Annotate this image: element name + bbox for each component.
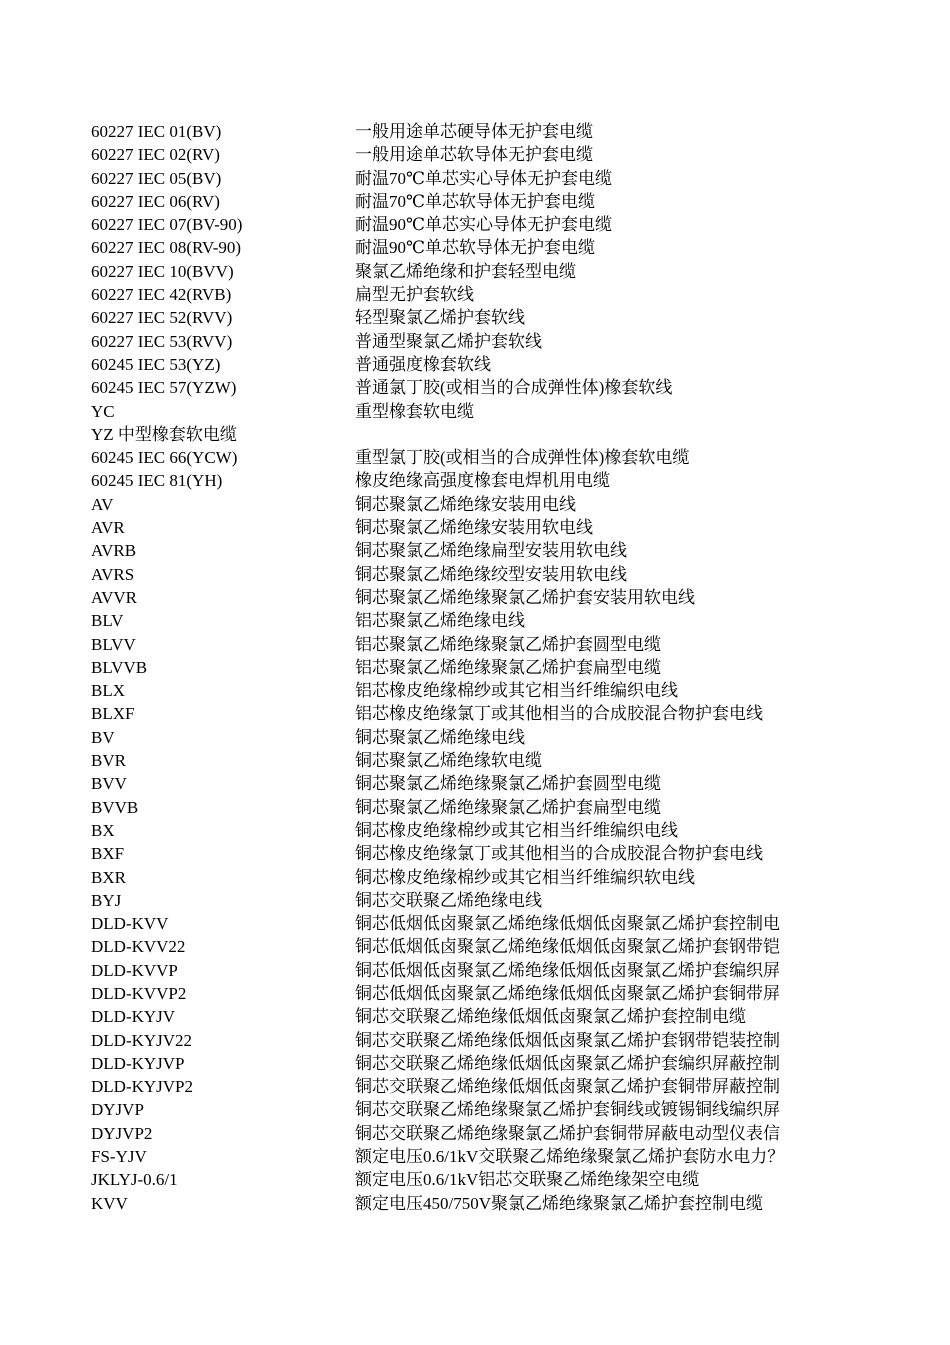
cable-code: 60227 IEC 07(BV-90): [91, 215, 243, 235]
cable-description: 铜芯聚氯乙烯绝缘聚氯乙烯护套圆型电缆: [355, 774, 661, 794]
cable-description: 铜芯橡皮绝缘氯丁或其他相当的合成胶混合物护套电线: [355, 844, 763, 864]
cable-description: 铜芯低烟低卤聚氯乙烯绝缘低烟低卤聚氯乙烯护套铜带屏: [355, 983, 780, 1003]
cable-description: 铝芯聚氯乙烯绝缘电线: [355, 611, 525, 631]
table-row: [91, 586, 881, 609]
cable-code: 60245 IEC 81(YH): [91, 471, 223, 491]
table-row: [91, 1168, 881, 1191]
cable-description: 耐温70℃单芯软导体无护套电缆: [355, 191, 596, 211]
cable-code: BLXF: [91, 704, 135, 724]
table-row: [91, 493, 881, 516]
table-row: [91, 306, 881, 329]
table-row: [91, 889, 881, 912]
table-row: [91, 423, 881, 446]
cable-description: 普通型聚氯乙烯护套软线: [355, 331, 542, 351]
table-row: [91, 702, 881, 725]
table-row: [91, 120, 881, 143]
cable-code: 60227 IEC 42(RVB): [91, 285, 232, 305]
cable-code: DLD-KYJVP2: [91, 1077, 193, 1097]
cable-code: DLD-KVV: [91, 914, 169, 934]
cable-description: 铜芯聚氯乙烯绝缘聚氯乙烯护套安装用软电线: [355, 587, 695, 607]
cable-code: BVVB: [91, 797, 139, 817]
cable-code: BVV: [91, 774, 127, 794]
cable-description: 额定电压0.6/1kV铝芯交联聚乙烯绝缘架空电缆: [355, 1170, 700, 1190]
cable-description: 重型橡套软电缆: [355, 401, 474, 421]
cable-code: 60227 IEC 02(RV): [91, 145, 220, 165]
cable-description: 铜芯交联聚乙烯绝缘聚氯乙烯护套铜带屏蔽电动型仪表信: [355, 1123, 780, 1143]
table-row: [91, 1192, 881, 1215]
cable-description: 铝芯聚氯乙烯绝缘聚氯乙烯护套圆型电缆: [355, 634, 661, 654]
table-row: [91, 1052, 881, 1075]
cable-code: BXR: [91, 867, 126, 887]
table-row: [91, 749, 881, 772]
cable-description: 普通强度橡套软线: [355, 354, 491, 374]
cable-description: 铜芯交联聚乙烯绝缘低烟低卤聚氯乙烯护套钢带铠装控制: [355, 1030, 780, 1050]
cable-code: 60227 IEC 08(RV-90): [91, 238, 242, 258]
cable-code: AVRB: [91, 541, 137, 561]
table-row: [91, 609, 881, 632]
cable-description: 铜芯低烟低卤聚氯乙烯绝缘低烟低卤聚氯乙烯护套编织屏: [355, 960, 780, 980]
table-row: [91, 260, 881, 283]
cable-code: DYJVP2: [91, 1123, 153, 1143]
cable-code: DLD-KYJVP: [91, 1053, 185, 1073]
table-row: [91, 633, 881, 656]
cable-description: 一般用途单芯软导体无护套电缆: [355, 145, 593, 165]
table-row: [91, 935, 881, 958]
cable-description: 铜芯交联聚乙烯绝缘低烟低卤聚氯乙烯护套编织屏蔽控制: [355, 1053, 780, 1073]
cable-code: BVR: [91, 751, 126, 771]
table-row: [91, 330, 881, 353]
cable-code: 60227 IEC 06(RV): [91, 191, 220, 211]
cable-code: AVVR: [91, 587, 137, 607]
table-row: [91, 446, 881, 469]
cable-description: 铝芯橡皮绝缘棉纱或其它相当纤维编织电线: [355, 681, 678, 701]
table-row: [91, 1098, 881, 1121]
cable-code: BYJ: [91, 890, 122, 910]
cable-code: FS-YJV: [91, 1147, 147, 1167]
cable-description: 铝芯橡皮绝缘氯丁或其他相当的合成胶混合物护套电线: [355, 704, 763, 724]
cable-description: 铜芯聚氯乙烯绝缘扁型安装用软电线: [355, 541, 627, 561]
cable-code: BXF: [91, 844, 125, 864]
cable-code: 60245 IEC 57(YZW): [91, 378, 237, 398]
cable-description: [355, 423, 881, 446]
cable-description: 铜芯交联聚乙烯绝缘低烟低卤聚氯乙烯护套铜带屏蔽控制: [355, 1077, 780, 1097]
cable-code: 60227 IEC 01(BV): [91, 122, 222, 141]
table-row: [91, 283, 881, 306]
cable-code: 60245 IEC 53(YZ): [91, 354, 221, 374]
cable-code: 60227 IEC 05(BV): [91, 168, 222, 188]
table-row: [91, 469, 881, 492]
table-row: [91, 143, 881, 166]
table-row: [91, 236, 881, 259]
cable-code: BLV: [91, 611, 124, 631]
table-row: [91, 167, 881, 190]
cable-description: 一般用途单芯硬导体无护套电缆: [355, 122, 593, 141]
cable-code: DLD-KVVP2: [91, 983, 187, 1003]
table-row: [91, 842, 881, 865]
table-row: [91, 1122, 881, 1145]
cable-description: 耐温90℃单芯实心导体无护套电缆: [355, 215, 613, 235]
cable-description: 橡皮绝缘高强度橡套电焊机用电缆: [355, 471, 610, 491]
table-row: [91, 190, 881, 213]
table-row: [91, 563, 881, 586]
table-row: [91, 819, 881, 842]
cable-description: 铜芯橡皮绝缘棉纱或其它相当纤维编织软电线: [355, 867, 695, 887]
table-row: [91, 679, 881, 702]
table-row: [91, 1005, 881, 1028]
cable-description: 铜芯低烟低卤聚氯乙烯绝缘低烟低卤聚氯乙烯护套控制电: [355, 914, 780, 934]
cable-description: 铜芯交联聚乙烯绝缘聚氯乙烯护套铜线或镀锡铜线编织屏: [355, 1100, 780, 1120]
cable-code: BV: [91, 727, 115, 747]
table-row: [91, 912, 881, 935]
cable-description: 铜芯聚氯乙烯绝缘聚氯乙烯护套扁型电缆: [355, 797, 661, 817]
cable-code: BX: [91, 820, 115, 840]
cable-code: BLVV: [91, 634, 136, 654]
cable-description: 耐温90℃单芯软导体无护套电缆: [355, 238, 596, 258]
table-row: [91, 213, 881, 236]
table-row: [91, 1075, 881, 1098]
cable-description: 聚氯乙烯绝缘和护套轻型电缆: [355, 261, 576, 281]
table-row: [91, 400, 881, 423]
cable-code: DLD-KYJV: [91, 1007, 176, 1027]
cable-code: AV: [91, 494, 114, 514]
table-row: [91, 516, 881, 539]
cable-description: 额定电压450/750V聚氯乙烯绝缘聚氯乙烯护套控制电缆: [355, 1193, 763, 1213]
cable-code: 60227 IEC 53(RVV): [91, 331, 233, 351]
cable-code: DLD-KYJV22: [91, 1030, 193, 1050]
cable-description: 铜芯交联聚乙烯绝缘低烟低卤聚氯乙烯护套控制电缆: [355, 1007, 746, 1027]
cable-description: 铜芯聚氯乙烯绝缘电线: [355, 727, 525, 747]
table-row: [91, 866, 881, 889]
cable-code: AVR: [91, 518, 125, 538]
cable-code: DYJVP: [91, 1100, 144, 1120]
cable-description: 普通氯丁胶(或相当的合成弹性体)橡套软线: [355, 378, 673, 398]
cable-code: KVV: [91, 1193, 128, 1213]
table-row: [91, 539, 881, 562]
cable-description: 铜芯聚氯乙烯绝缘绞型安装用软电线: [355, 564, 627, 584]
table-row: [91, 959, 881, 982]
cable-description: 铜芯橡皮绝缘棉纱或其它相当纤维编织电线: [355, 820, 678, 840]
table-row: [91, 796, 881, 819]
cable-description: 重型氯丁胶(或相当的合成弹性体)橡套软电缆: [355, 448, 690, 468]
table-row: [91, 656, 881, 679]
cable-description: 铜芯低烟低卤聚氯乙烯绝缘低烟低卤聚氯乙烯护套钢带铠: [355, 937, 780, 957]
cable-code-table: [91, 120, 881, 1215]
table-row: [91, 982, 881, 1005]
cable-description: 铜芯聚氯乙烯绝缘软电缆: [355, 751, 542, 771]
cable-code: YZ 中型橡套软电缆: [91, 424, 237, 444]
cable-code: BLVVB: [91, 657, 148, 677]
cable-code: 60245 IEC 66(YCW): [91, 448, 238, 468]
cable-description: 轻型聚氯乙烯护套软线: [355, 308, 525, 328]
table-row: [91, 376, 881, 399]
cable-code: JKLYJ-0.6/1: [91, 1170, 178, 1190]
cable-description: 铜芯交联聚乙烯绝缘电线: [355, 890, 542, 910]
cable-description: 额定电压0.6/1kV交联聚乙烯绝缘聚氯乙烯护套防水电力？: [355, 1147, 785, 1167]
table-row: [91, 1145, 881, 1168]
table-row: [91, 772, 881, 795]
cable-description: 扁型无护套软线: [355, 285, 474, 305]
table-row: [91, 726, 881, 749]
table-row: [91, 1029, 881, 1052]
cable-code: 60227 IEC 52(RVV): [91, 308, 233, 328]
cable-code: DLD-KVV22: [91, 937, 186, 957]
cable-code: 60227 IEC 10(BVV): [91, 261, 234, 281]
cable-description: 铜芯聚氯乙烯绝缘安装用电线: [355, 494, 576, 514]
cable-code: YC: [91, 401, 115, 421]
cable-code: AVRS: [91, 564, 135, 584]
cable-description: 铝芯聚氯乙烯绝缘聚氯乙烯护套扁型电缆: [355, 657, 661, 677]
table-row: [91, 353, 881, 376]
cable-code: BLX: [91, 681, 125, 701]
cable-code: DLD-KVVP: [91, 960, 178, 980]
cable-description: 耐温70℃单芯实心导体无护套电缆: [355, 168, 613, 188]
cable-description: 铜芯聚氯乙烯绝缘安装用软电线: [355, 518, 593, 538]
